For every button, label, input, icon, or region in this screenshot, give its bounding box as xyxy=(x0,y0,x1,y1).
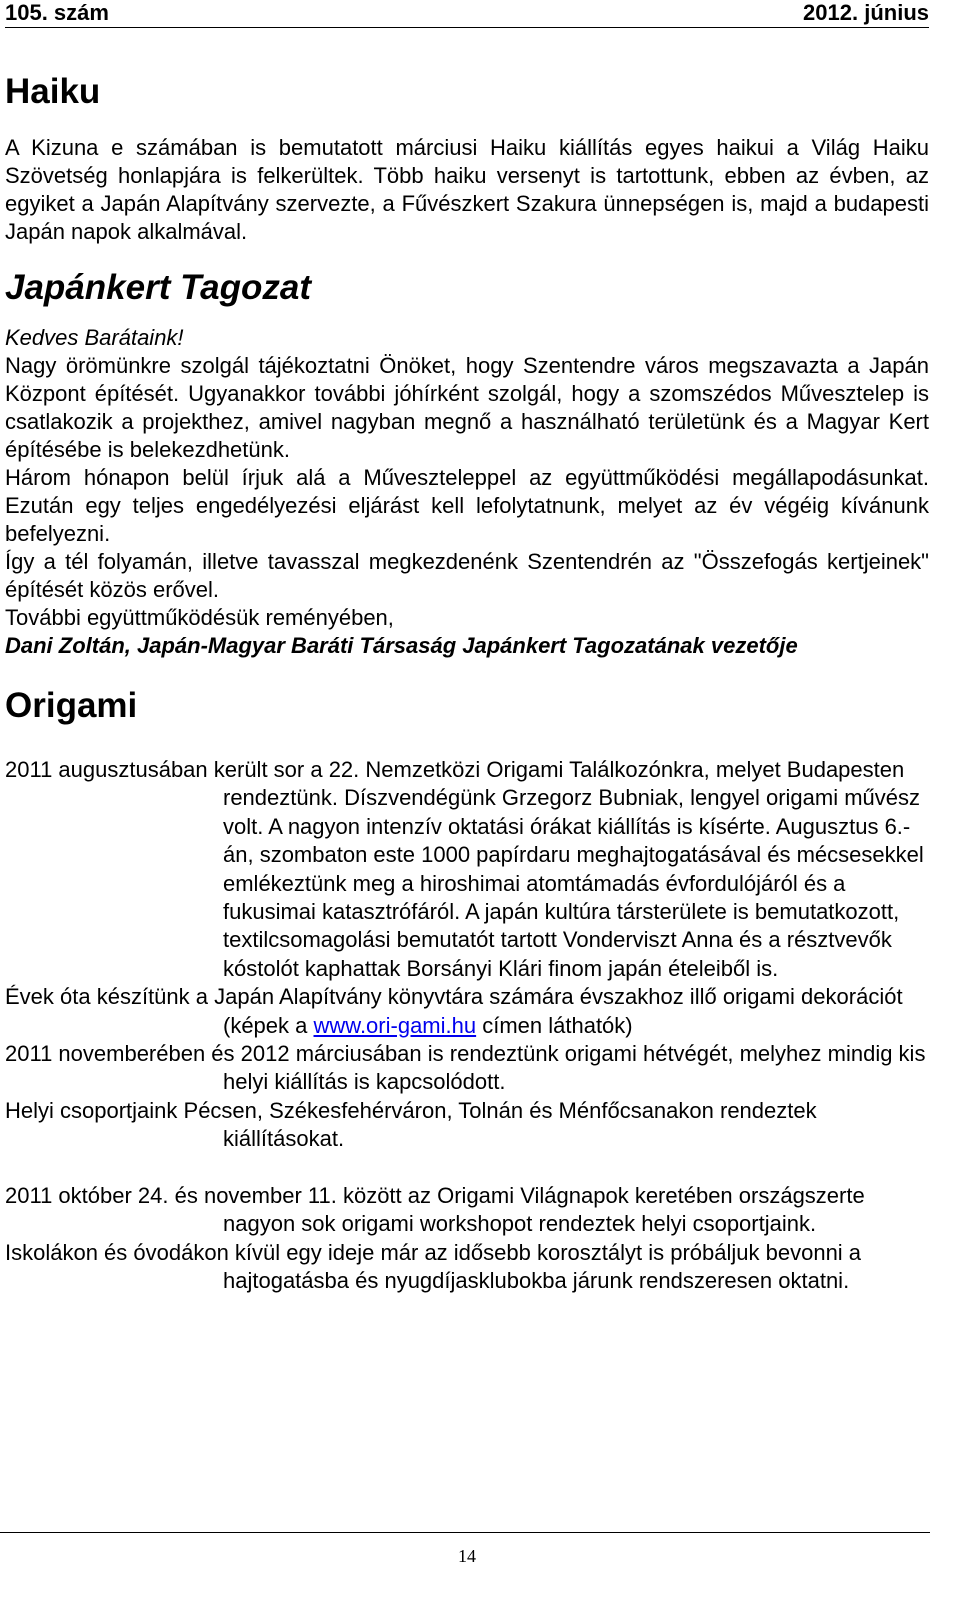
origami-item-meeting: 2011 augusztusában került sor a 22. Nemzetközi Origami Találkozónkra, melyet Budapesten rendeztünk. Díszvendégünk Grzegorz Bubniak, lengyel origami művész volt. A nagyon intenzív oktatási órákat kiállítás is kísérte. Augusztus 6.-án, szombaton este 1000 papírdaru meghajtogatásával és mécsesekkel emlékeztünk meg a hiroshimai atomtámadás évfordulójáról és a fukusimai katasztrófáról. A japán kultúra társterülete is bemutatkozott, textilcsomagolási bemutatót tartott Vonderviszt Anna és a résztvevők kóstolót kaphattak Borsányi Klári finom japán ételeiből is. xyxy=(5,757,924,981)
footer-divider xyxy=(0,1532,930,1533)
page-header xyxy=(5,0,929,28)
issue-date: 2012. június xyxy=(803,0,929,25)
japankert-paragraph-2: Három hónapon belül írjuk alá a Műveszteleppel az együttműködési megállapodásunkat. Ezután egy teljes engedélyezési eljárást kell lefolytatnunk, melyet az év végéig kívánunk befelyezni. xyxy=(5,465,929,546)
haiku-paragraph: A Kizuna e számában is bemutatott márciusi Haiku kiállítás egyes haikui a Világ Haiku Szövetség honlapjára is felkerültek. Több haiku versenyt is tartottunk, ebben az évben, az egyiket a Japán Alapítvány szervezte, a Fűvészkert Szakura ünnepségen is, majd a budapesti Japán napok alkalmával. xyxy=(5,135,929,244)
origami-item-decoration-text: Évek óta készítünk a Japán Alapítvány könyvtára számára évszakhoz illő origami dekorációt (képek a xyxy=(5,984,903,1038)
origami-item-decoration xyxy=(5,983,929,1040)
japankert-closing: További együttműködésük reményében, xyxy=(5,605,394,630)
japankert-signature: Dani Zoltán, Japán-Magyar Baráti Társaság Japánkert Tagozatának vezetője xyxy=(5,633,798,658)
japankert-heading: Japánkert Tagozat xyxy=(5,268,312,307)
ori-gami-link[interactable]: www.ori-gami.hu xyxy=(313,1012,477,1038)
origami-item-decoration-suffix: címen láthatók) xyxy=(476,1012,633,1038)
haiku-heading: Haiku xyxy=(5,72,101,111)
issue-number: 105. szám xyxy=(5,0,109,25)
origami-heading: Origami xyxy=(5,686,138,725)
japankert-greeting: Kedves Barátaink! xyxy=(5,325,184,350)
japankert-paragraph-3: Így a tél folyamán, illetve tavasszal megkezdenénk Szentendrén az "Összefogás kertjeinek" építését közös erővel. xyxy=(5,549,929,602)
origami-item-seniors: Iskolákon és óvodákon kívül egy ideje már az idősebb korosztályt is próbáljuk bevonni a hajtogatásba és nyugdíjasklubokba járunk rendszeresen oktatni. xyxy=(5,1239,862,1293)
japankert-paragraph-1: Nagy örömünkre szolgál tájékoztatni Önöket, hogy Szentendre város megszavazta a Japán Központ építését. Ugyanakkor további jóhírként szolgál, hogy a szomszédos Művesztelep is csatlakozik a projekthez, amivel nagyban megnő a használható területünk és a Magyar Kert építésébe is belekezdhetünk. xyxy=(5,353,929,462)
origami-item-weekends: 2011 novemberében és 2012 márciusában is rendeztünk origami hétvégét, melyhez mindig kis helyi kiállítás is kapcsolódott. xyxy=(5,1041,926,1095)
document-page xyxy=(5,0,929,1295)
origami-item-world-days: 2011 október 24. és november 11. között az Origami Világnapok keretében országszerte nagyon sok origami workshopot rendeztek helyi csoportjaink. xyxy=(5,1182,865,1237)
page-number: 14 xyxy=(458,1546,476,1566)
origami-item-local-groups: Helyi csoportjaink Pécsen, Székesfehérváron, Tolnán és Ménfőcsanakon rendeztek kiállításokat. xyxy=(5,1097,817,1152)
